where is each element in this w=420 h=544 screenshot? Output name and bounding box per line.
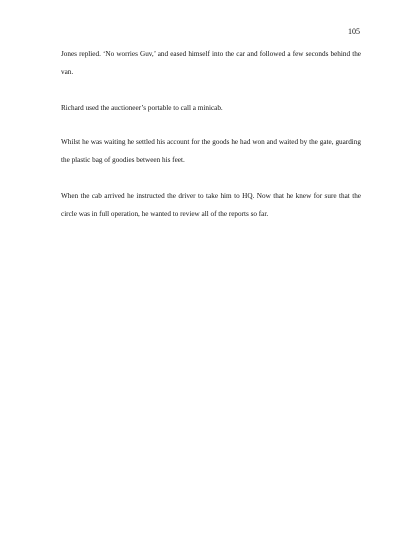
paragraph-3 (61, 133, 361, 169)
paragraph-text: Jones replied. ‘No worries Guv,’ and eased himself into the car and followed a few seconds behind the van. (61, 50, 361, 76)
page-number: 105 (348, 27, 360, 36)
paragraph-text: When the cab arrived he instructed the driver to take him to HQ. Now that he knew for sure that the circle was in full operation, he wanted to review all of the reports so far. (61, 192, 361, 218)
paragraph-2 (61, 99, 361, 117)
paragraph-text: Whilst he was waiting he settled his account for the goods he had won and waited by the gate, guarding the plastic bag of goodies between his feet. (61, 138, 361, 164)
paragraph-1 (61, 45, 361, 81)
paragraph-text: Richard used the auctioneer’s portable to call a minicab. (61, 104, 223, 112)
paragraph-4 (61, 187, 361, 223)
